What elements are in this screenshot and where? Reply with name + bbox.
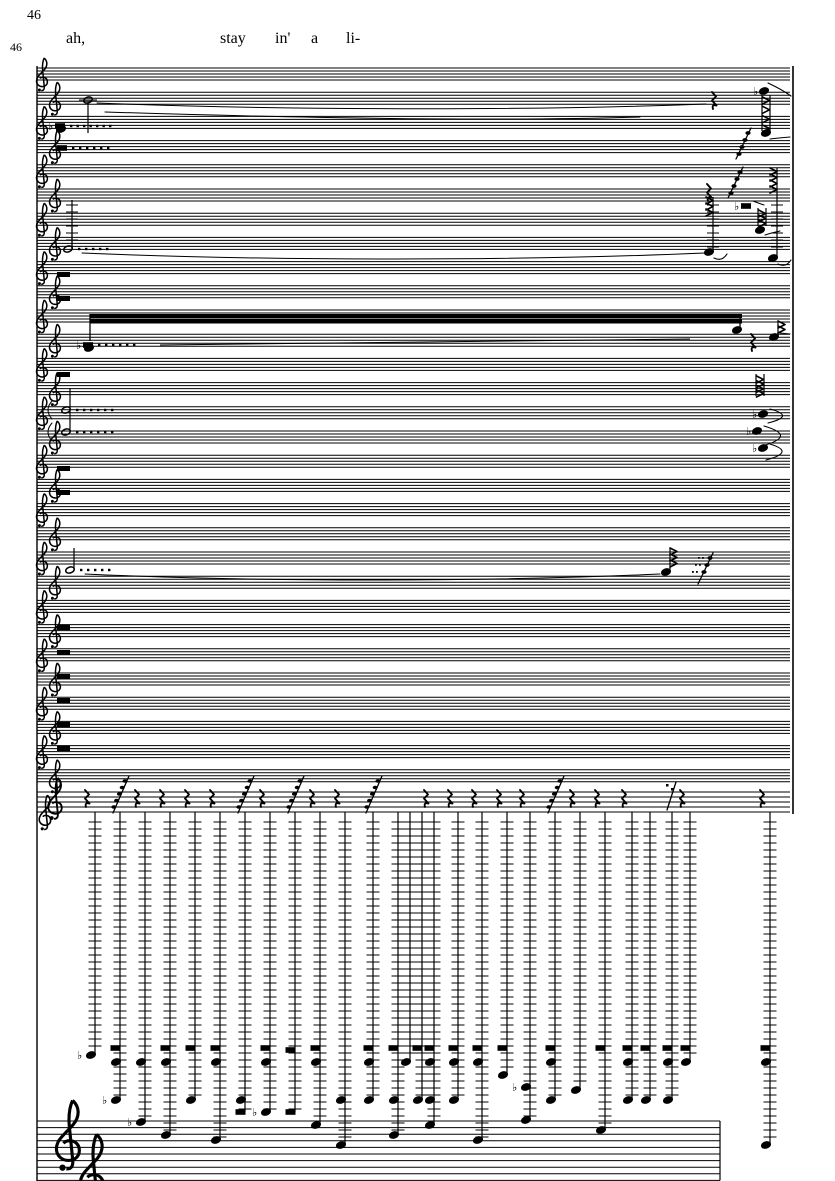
quarter-rest [497,790,502,807]
treble-clef [37,348,48,382]
sustain-dot [103,125,105,127]
treble-clef [37,203,48,237]
quarter-rest [135,790,140,807]
cluster-notehead [681,1045,691,1051]
treble-clef [37,252,48,286]
notehead [755,226,765,234]
flat-accidental: ♭ [752,408,758,421]
sustain-dot [98,344,100,346]
flag-chevron [757,390,764,397]
cluster-notehead [761,1045,771,1051]
sustain-dot [126,344,128,346]
notehead [641,1096,651,1104]
grace-notehead [549,799,554,803]
grace-dot [695,564,697,566]
treble-clef [50,324,61,358]
sustain-dot [108,569,110,571]
flag-chevron [759,220,766,227]
lyric-syllable: stay [220,30,246,47]
grace-dot [692,571,694,573]
sustain-dot [79,147,81,149]
beam [90,320,742,324]
quarter-rest [751,334,756,351]
cluster-notehead [286,1047,296,1053]
flat-accidental: ♭ [734,200,740,213]
cluster-notehead [111,1045,121,1051]
treble-clef [37,687,48,721]
quarter-rest [622,790,627,807]
sustain-dot [93,147,95,149]
notehead [571,1086,581,1094]
grace-dot [699,564,701,566]
cluster-notehead [161,1045,171,1051]
cluster-notehead [286,1109,296,1115]
quarter-rest [595,790,600,807]
sustain-dot [97,409,99,411]
flat-accidental: ♭ [746,425,752,438]
cluster-notehead [186,1045,196,1051]
notehead [759,87,769,95]
sustain-dot [87,569,89,571]
quarter-rest [85,790,90,807]
treble-clef [50,566,61,600]
sustain-dot [72,147,74,149]
sustain-dot [105,344,107,346]
whole-rest [57,746,70,751]
grace-notehead [120,786,125,790]
grace-notehead [370,792,375,796]
notehead [111,1096,121,1104]
tie [714,254,727,259]
grace-dot [696,571,698,573]
treble-clef [37,397,48,431]
quarter-rest [335,790,340,807]
grace-notehead [373,786,378,790]
notehead [761,1141,771,1149]
flat-accidental: ♭ [127,1116,133,1129]
cluster-notehead [473,1045,483,1051]
quarter-rest [210,790,215,807]
sustain-dot [80,569,82,571]
whole-rest [57,650,70,655]
sustain-dot [78,248,80,250]
quarter-rest [712,92,717,109]
sustain-dot [107,147,109,149]
notehead [161,1131,171,1139]
notehead [521,1116,531,1124]
grace-notehead [558,779,563,783]
notehead [498,1071,508,1079]
whole-rest [57,490,70,495]
quarter-rest [520,790,525,807]
notehead [136,1118,146,1126]
treble-clef [50,615,61,649]
flat-accidental: ♭ [76,339,82,352]
treble-clef [50,179,61,213]
grace-notehead [286,805,291,809]
flat-accidental: ♭ [48,120,54,133]
treble-clef [37,736,48,770]
sustain-dot [96,125,98,127]
treble-clef [37,542,48,576]
grace-notehead [707,556,712,560]
treble-clef [50,711,61,745]
notehead [768,254,778,262]
cluster-notehead [261,1045,271,1051]
grace-notehead [734,177,739,181]
notehead [449,1096,459,1104]
flag-chevron [778,326,785,333]
quarter-rest [760,790,765,807]
notehead [364,1096,374,1104]
notehead [732,326,742,334]
cluster-notehead [546,1045,556,1051]
sustain-dot [76,431,78,433]
lyric-syllable: a [311,30,319,47]
grace-dot [702,557,704,559]
sustain-dot [99,248,101,250]
sustain-dot [119,344,121,346]
flat-accidental: ♭ [752,442,758,455]
grace-notehead [737,170,742,174]
sustain-dot [133,344,135,346]
grace-notehead [289,799,294,803]
treble-clef [50,276,61,310]
grace-notehead [739,145,744,149]
treble-clef [50,421,61,455]
grace-notehead [242,792,247,796]
beam [90,314,742,318]
grace-notehead [123,779,128,783]
tie [753,201,764,205]
quarter-rest [310,790,315,807]
sustain-dot [86,147,88,149]
grace-notehead [364,805,369,809]
cluster-notehead [236,1109,246,1115]
quarter-rest [680,790,685,807]
cluster-notehead [623,1045,633,1051]
notehead [623,1096,633,1104]
cluster-notehead [641,1045,651,1051]
grace-notehead [736,152,741,156]
whole-rest [57,272,70,277]
grace-notehead [245,786,250,790]
grace-notehead [292,792,297,796]
treble-clef [37,445,48,479]
sustain-dot [90,431,92,433]
notehead [758,410,768,418]
quarter-rest [472,790,477,807]
grace-notehead [111,805,116,809]
notehead [389,1131,399,1139]
grace-notehead [555,786,560,790]
sustain-dot [90,125,92,127]
whole-rest [57,625,70,630]
slur [105,112,640,119]
tie [768,83,791,96]
whole-rest [57,296,70,301]
tie [766,444,782,460]
sustain-dot [77,125,79,127]
treble-clef [50,227,61,261]
grace-notehead [742,138,747,142]
notehead [86,1051,96,1059]
cluster-notehead [425,1045,435,1051]
notehead [211,1136,221,1144]
slur [82,253,705,259]
flat-accidental: ♭ [77,1049,83,1062]
rest-dot [666,784,669,787]
sustain-dot [111,431,113,433]
grace-notehead [731,184,736,188]
notehead [758,444,768,452]
notehead [413,1096,423,1104]
grace-notehead [552,792,557,796]
grace-notehead [248,779,253,783]
whole-rest [57,698,70,703]
sustain-dot [90,409,92,411]
quarter-rest [570,790,575,807]
measure-number: 46 [27,8,41,23]
lyric-syllable: in' [275,30,291,47]
notehead [401,1058,411,1066]
flat-accidental: ♭ [102,1094,108,1107]
cluster-notehead [311,1045,321,1051]
notehead [663,1096,673,1104]
grace-notehead [701,570,706,574]
sustain-dot [83,431,85,433]
treble-clef [37,494,48,527]
grace-notehead [546,805,551,809]
grace-notehead [704,563,709,567]
treble-clef [50,663,61,697]
sustain-dot [92,248,94,250]
treble-clef [37,58,48,92]
sustain-dot [101,569,103,571]
cluster-notehead [413,1045,423,1051]
quarter-rest [424,790,429,807]
cluster-notehead [663,1045,673,1051]
sustain-dot [83,125,85,127]
treble-clef [50,518,61,552]
whole-rest [57,674,70,679]
grace-notehead [117,792,122,796]
treble-clef [37,300,48,334]
notehead [546,1096,556,1104]
treble-clef [37,155,48,189]
cluster-notehead [596,1045,606,1051]
grace-notehead [376,779,381,783]
sustain-dot [109,125,111,127]
treble-clef [50,82,61,116]
grace-notehead [728,191,733,195]
notehead [473,1136,483,1144]
treble-clef [50,373,61,407]
grace-notehead [114,799,119,803]
cluster-notehead [741,203,751,209]
flag-chevron [763,106,770,113]
cluster-notehead [389,1045,399,1051]
quarter-rest [185,790,190,807]
sustain-dot [76,409,78,411]
treble-clef [37,639,48,673]
grace-notehead [298,779,303,783]
sustain-dot [100,147,102,149]
grace-notehead [239,799,244,803]
flat-accidental: ♭ [753,85,759,98]
sustain-dot [112,344,114,346]
sustain-dot [85,248,87,250]
grace-notehead [367,799,372,803]
treble-clef [39,795,50,830]
treble-clef [50,469,61,503]
grace-notehead [295,786,300,790]
cluster-notehead [449,1045,459,1051]
measure-number: 46 [10,40,22,54]
flat-accidental: ♭ [252,1106,258,1119]
sustain-dot [106,248,108,250]
grace-notehead [236,805,241,809]
treble-clef [37,590,48,624]
sustain-dot [94,569,96,571]
notehead [186,1096,196,1104]
tie [770,137,790,139]
grace-dot [698,557,700,559]
cluster-notehead [211,1045,221,1051]
whole-rest [57,722,70,727]
notehead [681,1058,691,1066]
quarter-rest [160,790,165,807]
whole-rest [57,372,70,377]
flat-accidental: ♭ [512,1081,518,1094]
cluster-notehead [498,1045,508,1051]
sustain-dot [104,431,106,433]
quarter-rest [448,790,453,807]
notehead [261,1108,271,1116]
sustain-dot [111,409,113,411]
sustain-dot [104,409,106,411]
quarter-rest [260,790,265,807]
sustain-dot [70,125,72,127]
cluster-notehead [57,145,67,151]
cluster-notehead [364,1045,374,1051]
lyric-syllable: ah, [66,30,86,47]
sustain-dot [83,409,85,411]
sustain-dot [97,431,99,433]
whole-rest [57,466,70,471]
grace-notehead [745,131,750,135]
treble-clef [37,106,48,139]
lyric-syllable: li- [346,30,361,47]
